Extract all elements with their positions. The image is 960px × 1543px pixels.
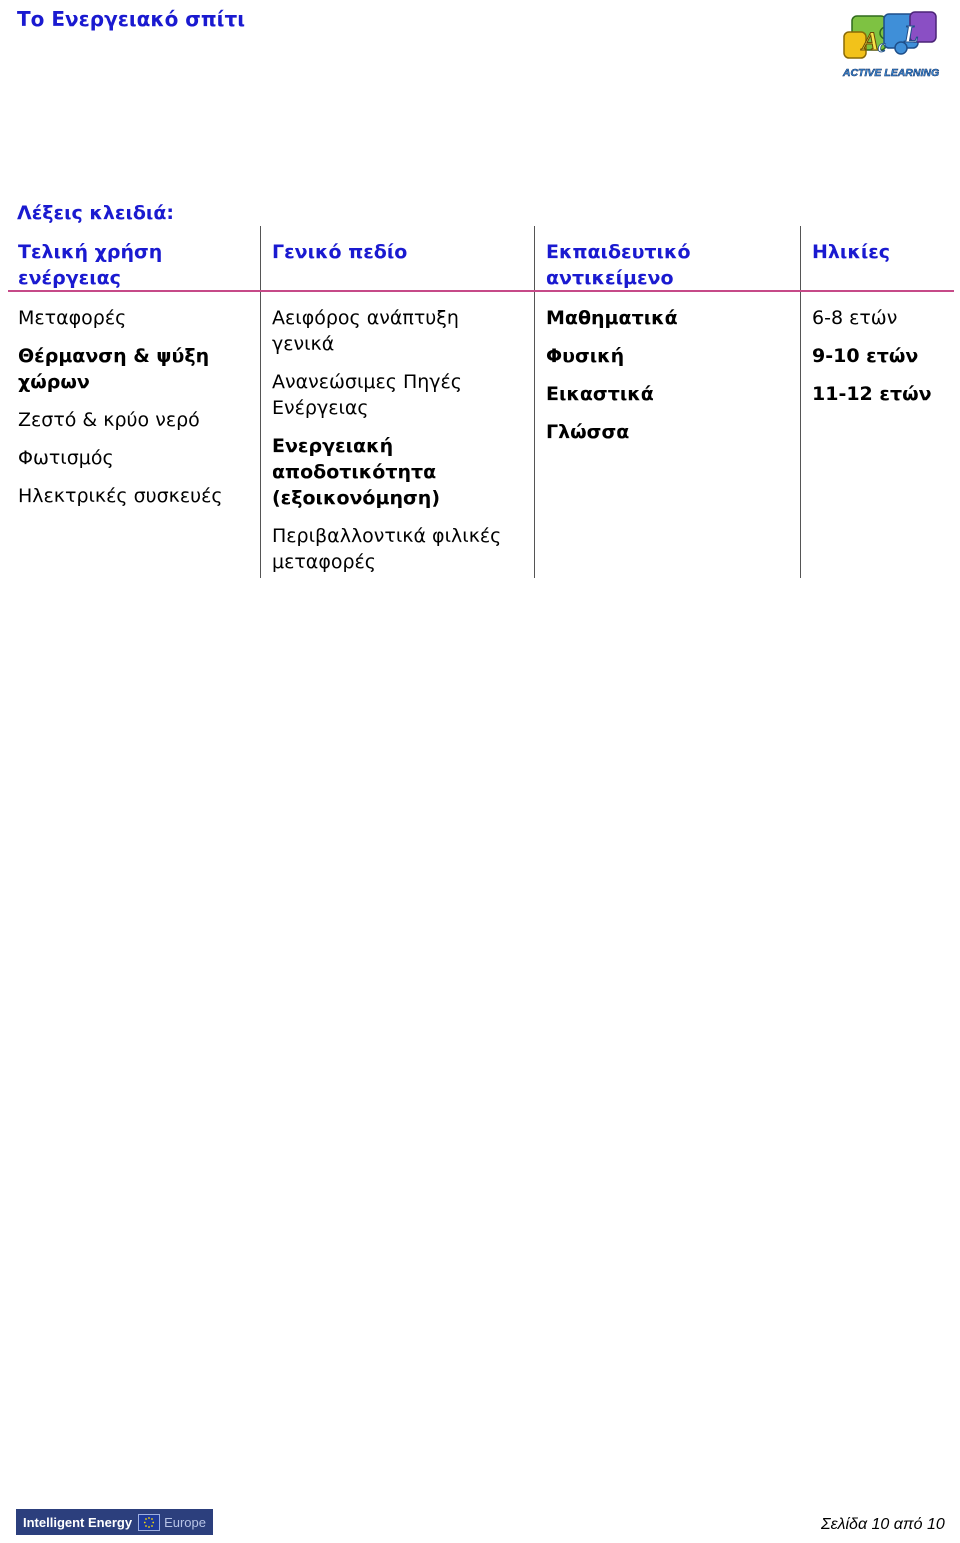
list-item: Μαθηματικά (546, 307, 678, 329)
column-divider (534, 226, 535, 578)
footer-program-region: Europe (164, 1514, 206, 1530)
column-header-subject: Εκπαιδευτικό αντικείμενο (546, 241, 691, 289)
list-item: 11-12 ετών (812, 383, 932, 405)
list-item: Γλώσσα (546, 421, 630, 443)
subject-list (546, 305, 786, 457)
svg-text:L: L (904, 22, 919, 48)
keywords-label: Λέξεις κλειδιά: (17, 202, 174, 224)
active-learning-logo-icon (838, 8, 944, 84)
list-item: Ζεστό & κρύο νερό (18, 409, 200, 431)
list-item: Θέρμανση & ψύξη χώρων (18, 345, 210, 393)
column-header-end-use: Τελική χρήση ενέργειας (18, 241, 163, 289)
svg-text:A: A (862, 27, 880, 56)
list-item: 6-8 ετών (812, 307, 898, 329)
column-divider (260, 226, 261, 578)
logo-text: ACTIVE LEARNING (842, 67, 940, 79)
list-item: Αειφόρος ανάπτυξη γενικά (272, 307, 459, 355)
intelligent-energy-europe-logo (16, 1509, 213, 1535)
list-item: Περιβαλλοντικά φιλικές μεταφορές (272, 525, 502, 573)
list-item: Ανανεώσιμες Πηγές Ενέργειας (272, 371, 462, 419)
eu-flag-icon (138, 1514, 160, 1531)
list-item: Εικαστικά (546, 383, 654, 405)
list-item: Φυσική (546, 345, 625, 367)
end-use-list (18, 305, 254, 521)
ages-list (812, 305, 948, 419)
column-header-ages: Ηλικίες (812, 241, 891, 263)
general-field-list (272, 305, 522, 587)
list-item: Ενεργειακή αποδοτικότητα (εξοικονόμηση) (272, 435, 441, 509)
list-item: Φωτισμός (18, 447, 114, 469)
column-divider (800, 226, 801, 578)
list-item: Ηλεκτρικές συσκευές (18, 485, 223, 507)
footer-program-label: Intelligent Energy (23, 1514, 133, 1530)
column-header-general-field: Γενικό πεδίο (272, 241, 408, 263)
list-item: 9-10 ετών (812, 345, 919, 367)
list-item: Μεταφορές (18, 307, 127, 329)
svg-text:c: c (878, 36, 886, 56)
document-title: Το Ενεργειακό σπίτι (17, 7, 246, 31)
page-number: Σελίδα 10 από 10 (821, 1516, 945, 1533)
